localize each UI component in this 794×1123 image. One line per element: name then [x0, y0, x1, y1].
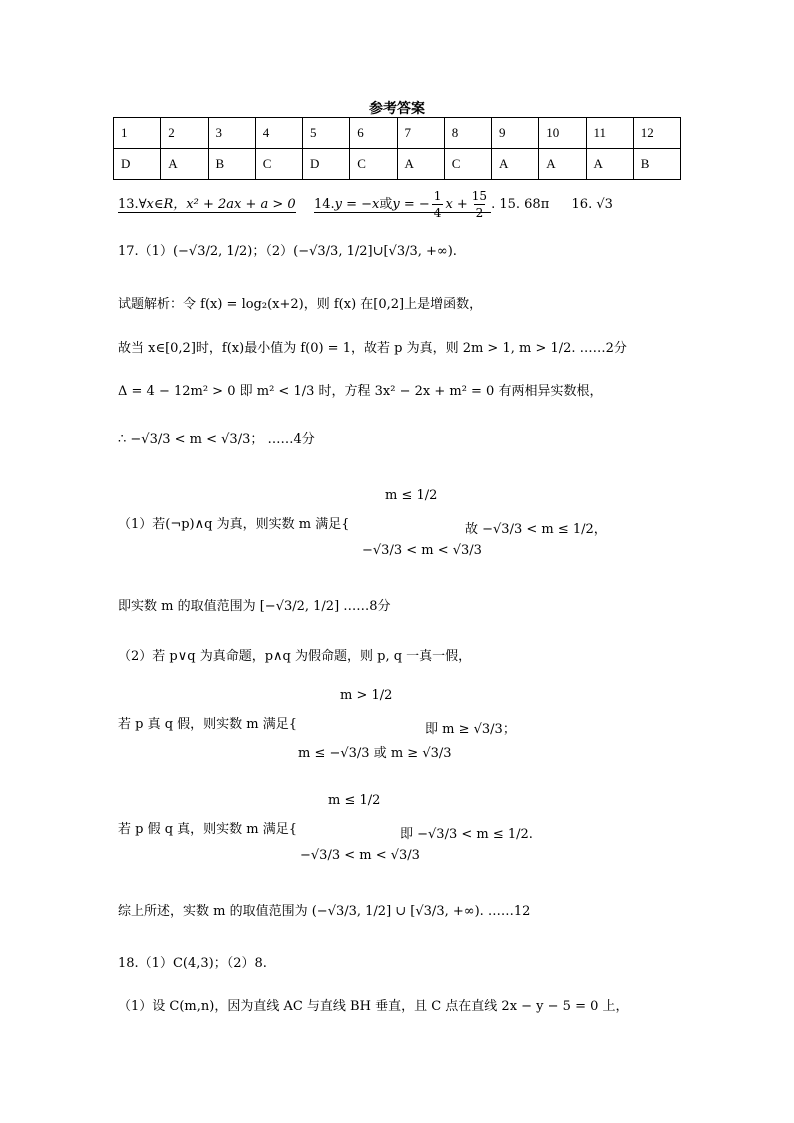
fill-in-answers	[118, 190, 613, 219]
q17-analysis-1: 试题解析：令 f(x) = log₂(x+2)，则 f(x) 在[0,2]上是增函数，	[118, 297, 483, 312]
table-cell: 10	[539, 118, 586, 149]
fraction	[470, 190, 489, 219]
table-cell: A	[161, 149, 208, 180]
table-row-numbers	[114, 118, 681, 149]
table-cell: 5	[303, 118, 350, 149]
q13-label: 13.	[118, 197, 139, 212]
table-cell: A	[492, 149, 539, 180]
table-cell: A	[397, 149, 444, 180]
denominator: 4	[433, 206, 442, 220]
table-cell: 3	[208, 118, 255, 149]
q17-analysis-2: 故当 x∈[0,2]时，f(x)最小值为 f(0) = 1，故若 p 为真，则 2m > 1, m > 1/2. ……2分	[118, 341, 627, 356]
q14-answer	[313, 189, 491, 220]
table-cell: A	[586, 149, 633, 180]
q16-label: 16.	[571, 197, 593, 212]
table-cell: D	[303, 149, 350, 180]
q17-answer	[118, 245, 457, 258]
table-cell: B	[633, 149, 680, 180]
q17-part1-range: 即实数 m 的取值范围为 [−√3/2, 1/2] ……8分	[118, 599, 391, 614]
table-cell: 12	[633, 118, 680, 149]
system-top: m ≤ 1/2	[385, 488, 438, 503]
q17-analysis-3: Δ = 4 − 12m² > 0 即 m² < 1/3 时，方程 3x² − 2x + m² = 0 有两相异实数根，	[118, 384, 603, 399]
q14-label: 14.	[313, 197, 335, 212]
system-top: m > 1/2	[340, 688, 393, 703]
q17-part2-lead: （2）若 p∨q 为真命题，p∧q 为假命题，则 p, q 一真一假，	[118, 649, 472, 664]
system-bottom: −√3/3 < m < √3/3	[300, 848, 420, 863]
table-cell: 1	[114, 118, 161, 149]
denominator: 2	[475, 206, 484, 220]
q17-conclusion: 综上所述，实数 m 的取值范围为 (−√3/3, 1/2] ∪ [√3/3, +∞). ……12	[118, 904, 531, 919]
q14-part-a: y = −x	[334, 197, 380, 212]
q13-answer	[118, 197, 296, 213]
table-cell: D	[114, 149, 161, 180]
q17-label: 17.（1）	[118, 244, 173, 259]
system-top: m ≤ 1/2	[328, 793, 381, 808]
table-cell: A	[539, 149, 586, 180]
q18-answer: 18.（1）C(4,3)；（2）8.	[118, 956, 267, 971]
q17-answer-text: (−√3/2, 1/2)；（2）(−√3/3, 1/2]∪[√3/3, +∞).	[172, 244, 457, 259]
table-cell: 2	[161, 118, 208, 149]
answer-table	[113, 117, 681, 180]
table-cell: 8	[444, 118, 491, 149]
q14-part-b: y = −	[392, 197, 430, 212]
table-cell: C	[255, 149, 302, 180]
q18-line-1: （1）设 C(m,n)，因为直线 AC 与直线 BH 垂直，且 C 点在直线 2x − y − 5 = 0 上，	[118, 999, 629, 1014]
table-cell: 7	[397, 118, 444, 149]
q15-answer: . 15. 68π	[491, 197, 550, 212]
q17-case2-lead: 若 p 假 q 真，则实数 m 满足{	[118, 822, 298, 837]
q17-case1-lead: 若 p 真 q 假，则实数 m 满足{	[118, 717, 298, 732]
table-cell: 6	[350, 118, 397, 149]
q14-mid: x +	[445, 197, 468, 212]
q13-text: ∀x∈R，x² + 2ax + a > 0	[138, 197, 296, 212]
fraction	[432, 190, 444, 219]
q16-answer: √3	[596, 197, 613, 212]
q17-case2-result: 即 −√3/3 < m ≤ 1/2.	[400, 827, 533, 842]
q17-analysis-4: ∴ −√3/3 < m < √3/3； ……4分	[118, 432, 315, 447]
table-cell: 4	[255, 118, 302, 149]
table-cell: 11	[586, 118, 633, 149]
q17-case1-result: 即 m ≥ √3/3；	[425, 722, 516, 737]
table-cell: 9	[492, 118, 539, 149]
table-cell: B	[208, 149, 255, 180]
q17-part1-result: 故 −√3/3 < m ≤ 1/2，	[465, 522, 607, 537]
q17-part1-lead: （1）若(¬p)∧q 为真，则实数 m 满足{	[118, 517, 350, 532]
system-bottom: −√3/3 < m < √3/3	[362, 543, 482, 558]
numerator: 1	[433, 189, 442, 203]
table-cell: C	[444, 149, 491, 180]
system-bottom: m ≤ −√3/3 或 m ≥ √3/3	[298, 746, 452, 761]
table-row-answers	[114, 149, 681, 180]
page-title: 参考答案	[369, 101, 425, 117]
table-cell: C	[350, 149, 397, 180]
q14-or: 或	[379, 197, 393, 212]
numerator: 15	[471, 189, 488, 203]
